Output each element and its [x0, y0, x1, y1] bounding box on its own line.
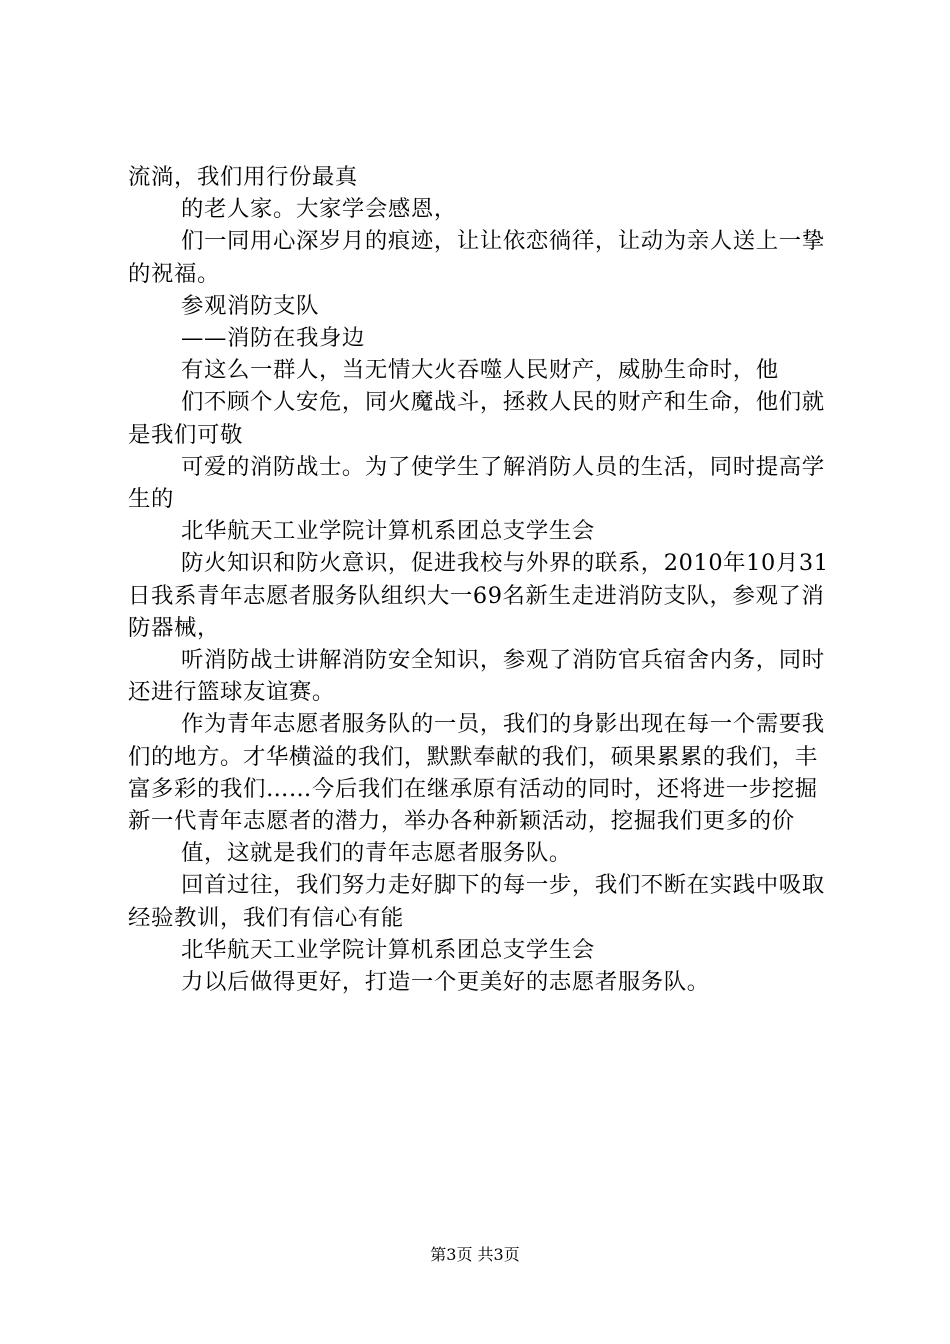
paragraph: 可爱的消防战士。为了使学生了解消防人员的生活，同时提高学生的: [128, 453, 825, 513]
paragraph: 回首过往，我们努力走好脚下的每一步，我们不断在实践中吸取经验教训，我们有信心有能: [128, 872, 825, 931]
section-subtitle: ——消防在我身边: [181, 325, 365, 352]
page-number-footer: 第3页 共3页: [430, 1245, 520, 1264]
paragraph: 们一同用心深岁月的痕迹，让让依恋徜徉，让动为亲人送上一挚的祝福。: [128, 228, 825, 287]
paragraph: 听消防战士讲解消防安全知识，参观了消防官兵宿舍内务，同时还进行篮球友谊赛。: [128, 647, 825, 706]
paragraph: 作为青年志愿者服务队的一员，我们的身影出现在每一个需要我们的地方。才华横溢的我们，默默奉献的我们，硕果累累的我们，丰富多彩的我们……今后我们在继承原有活动的同时，还将进一步挖掘新一代青年志愿者的潜力，举办各种新颖活动，挖掘我们更多的价: [128, 711, 825, 835]
paragraph: 的老人家。大家学会感恩，: [181, 196, 457, 223]
paragraph: 们不顾个人安危，同火魔战斗，拯救人民的财产和生命，他们就是我们可敬: [128, 389, 825, 448]
organization-line: 北华航天工业学院计算机系团总支学生会: [181, 936, 595, 963]
paragraph: 力以后做得更好，打造一个更美好的志愿者服务队。: [181, 969, 710, 996]
section-title: 参观消防支队: [181, 292, 319, 319]
organization-line: 北华航天工业学院计算机系团总支学生会: [181, 518, 595, 545]
paragraph: 流淌，我们用行份最真: [128, 164, 358, 190]
paragraph: 值，这就是我们的青年志愿者服务队。: [181, 840, 572, 867]
document-body: [128, 161, 840, 998]
paragraph: 防火知识和防火意识，促进我校与外界的联系，2010年10月31日我系青年志愿者服务队组织大一69名新生走进消防支队，参观了消防器械，: [128, 550, 829, 641]
paragraph: 有这么一群人，当无情大火吞噬人民财产，威胁生命时，他: [181, 357, 779, 384]
